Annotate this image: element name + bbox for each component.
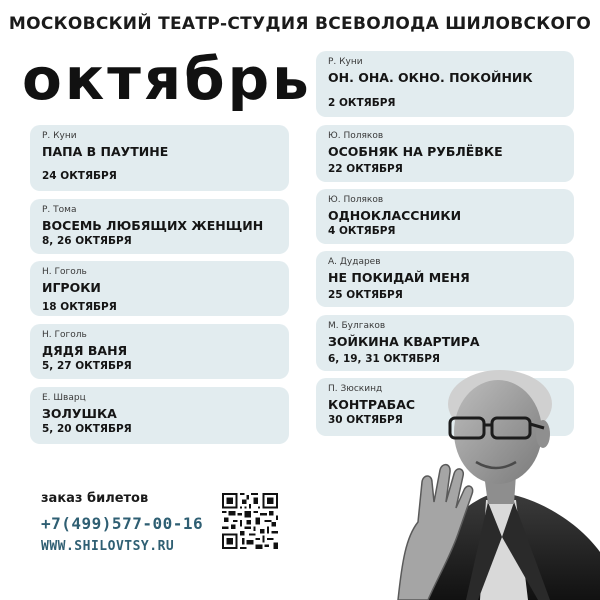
performance-card[interactable]: [30, 387, 289, 444]
card-dates: 25 ОКТЯБРЯ: [328, 289, 403, 301]
card-play-title: ИГРОКИ: [42, 280, 101, 295]
month-title: октябрь: [22, 45, 312, 113]
card-author: Ю. Поляков: [328, 195, 384, 205]
card-dates: 2 ОКТЯБРЯ: [328, 97, 396, 109]
qr-code-icon[interactable]: [222, 493, 278, 549]
card-author: М. Булгаков: [328, 321, 386, 331]
card-author: Н. Гоголь: [42, 267, 87, 277]
card-play-title: КОНТРАБАС: [328, 397, 416, 412]
card-play-title: ВОСЕМЬ ЛЮБЯЩИХ ЖЕНЩИН: [42, 218, 264, 233]
website-link[interactable]: WWW.SHILOVTSY.RU: [41, 539, 175, 554]
card-play-title: ПАПА В ПАУТИНЕ: [42, 144, 169, 159]
card-author: Н. Гоголь: [42, 330, 87, 340]
ticket-order-label: заказ билетов: [41, 491, 149, 506]
card-dates: 4 ОКТЯБРЯ: [328, 225, 396, 237]
card-author: Р. Куни: [42, 131, 77, 141]
card-dates: 6, 19, 31 ОКТЯБРЯ: [328, 353, 441, 365]
director-portrait: [388, 362, 600, 600]
card-author: Р. Тома: [42, 205, 77, 215]
performance-card[interactable]: [30, 199, 289, 254]
card-author: Е. Шварц: [42, 393, 86, 403]
card-dates: 24 ОКТЯБРЯ: [42, 170, 117, 182]
card-play-title: НЕ ПОКИДАЙ МЕНЯ: [328, 270, 470, 285]
performance-card[interactable]: [316, 125, 574, 182]
card-author: Ю. Поляков: [328, 131, 384, 141]
card-author: П. Зюскинд: [328, 384, 383, 394]
performance-card[interactable]: [30, 324, 289, 379]
card-play-title: ОН. ОНА. ОКНО. ПОКОЙНИК: [328, 70, 533, 85]
card-dates: 18 ОКТЯБРЯ: [42, 301, 117, 313]
card-play-title: ОСОБНЯК НА РУБЛЁВКЕ: [328, 144, 503, 159]
theatre-title: МОСКОВСКИЙ ТЕАТР-СТУДИЯ ВСЕВОЛОДА ШИЛОВСКОГО: [8, 14, 592, 34]
card-author: Р. Куни: [328, 57, 363, 67]
card-dates: 22 ОКТЯБРЯ: [328, 163, 403, 175]
card-author: А. Дударев: [328, 257, 381, 267]
card-dates: 30 ОКТЯБРЯ: [328, 414, 403, 426]
card-play-title: ЗОЛУШКА: [42, 406, 117, 421]
performance-card[interactable]: [316, 189, 574, 244]
card-play-title: ОДНОКЛАССНИКИ: [328, 208, 462, 223]
card-play-title: ЗОЙКИНА КВАРТИРА: [328, 334, 480, 349]
card-play-title: ДЯДЯ ВАНЯ: [42, 343, 128, 358]
phone-link[interactable]: +7(499)577-00-16: [41, 514, 204, 533]
performance-card[interactable]: [316, 51, 574, 117]
performance-card[interactable]: [30, 125, 289, 191]
card-dates: 5, 27 ОКТЯБРЯ: [42, 360, 132, 372]
performance-card[interactable]: [316, 251, 574, 307]
card-dates: 8, 26 ОКТЯБРЯ: [42, 235, 132, 247]
card-dates: 5, 20 ОКТЯБРЯ: [42, 423, 132, 435]
performance-card[interactable]: [30, 261, 289, 316]
